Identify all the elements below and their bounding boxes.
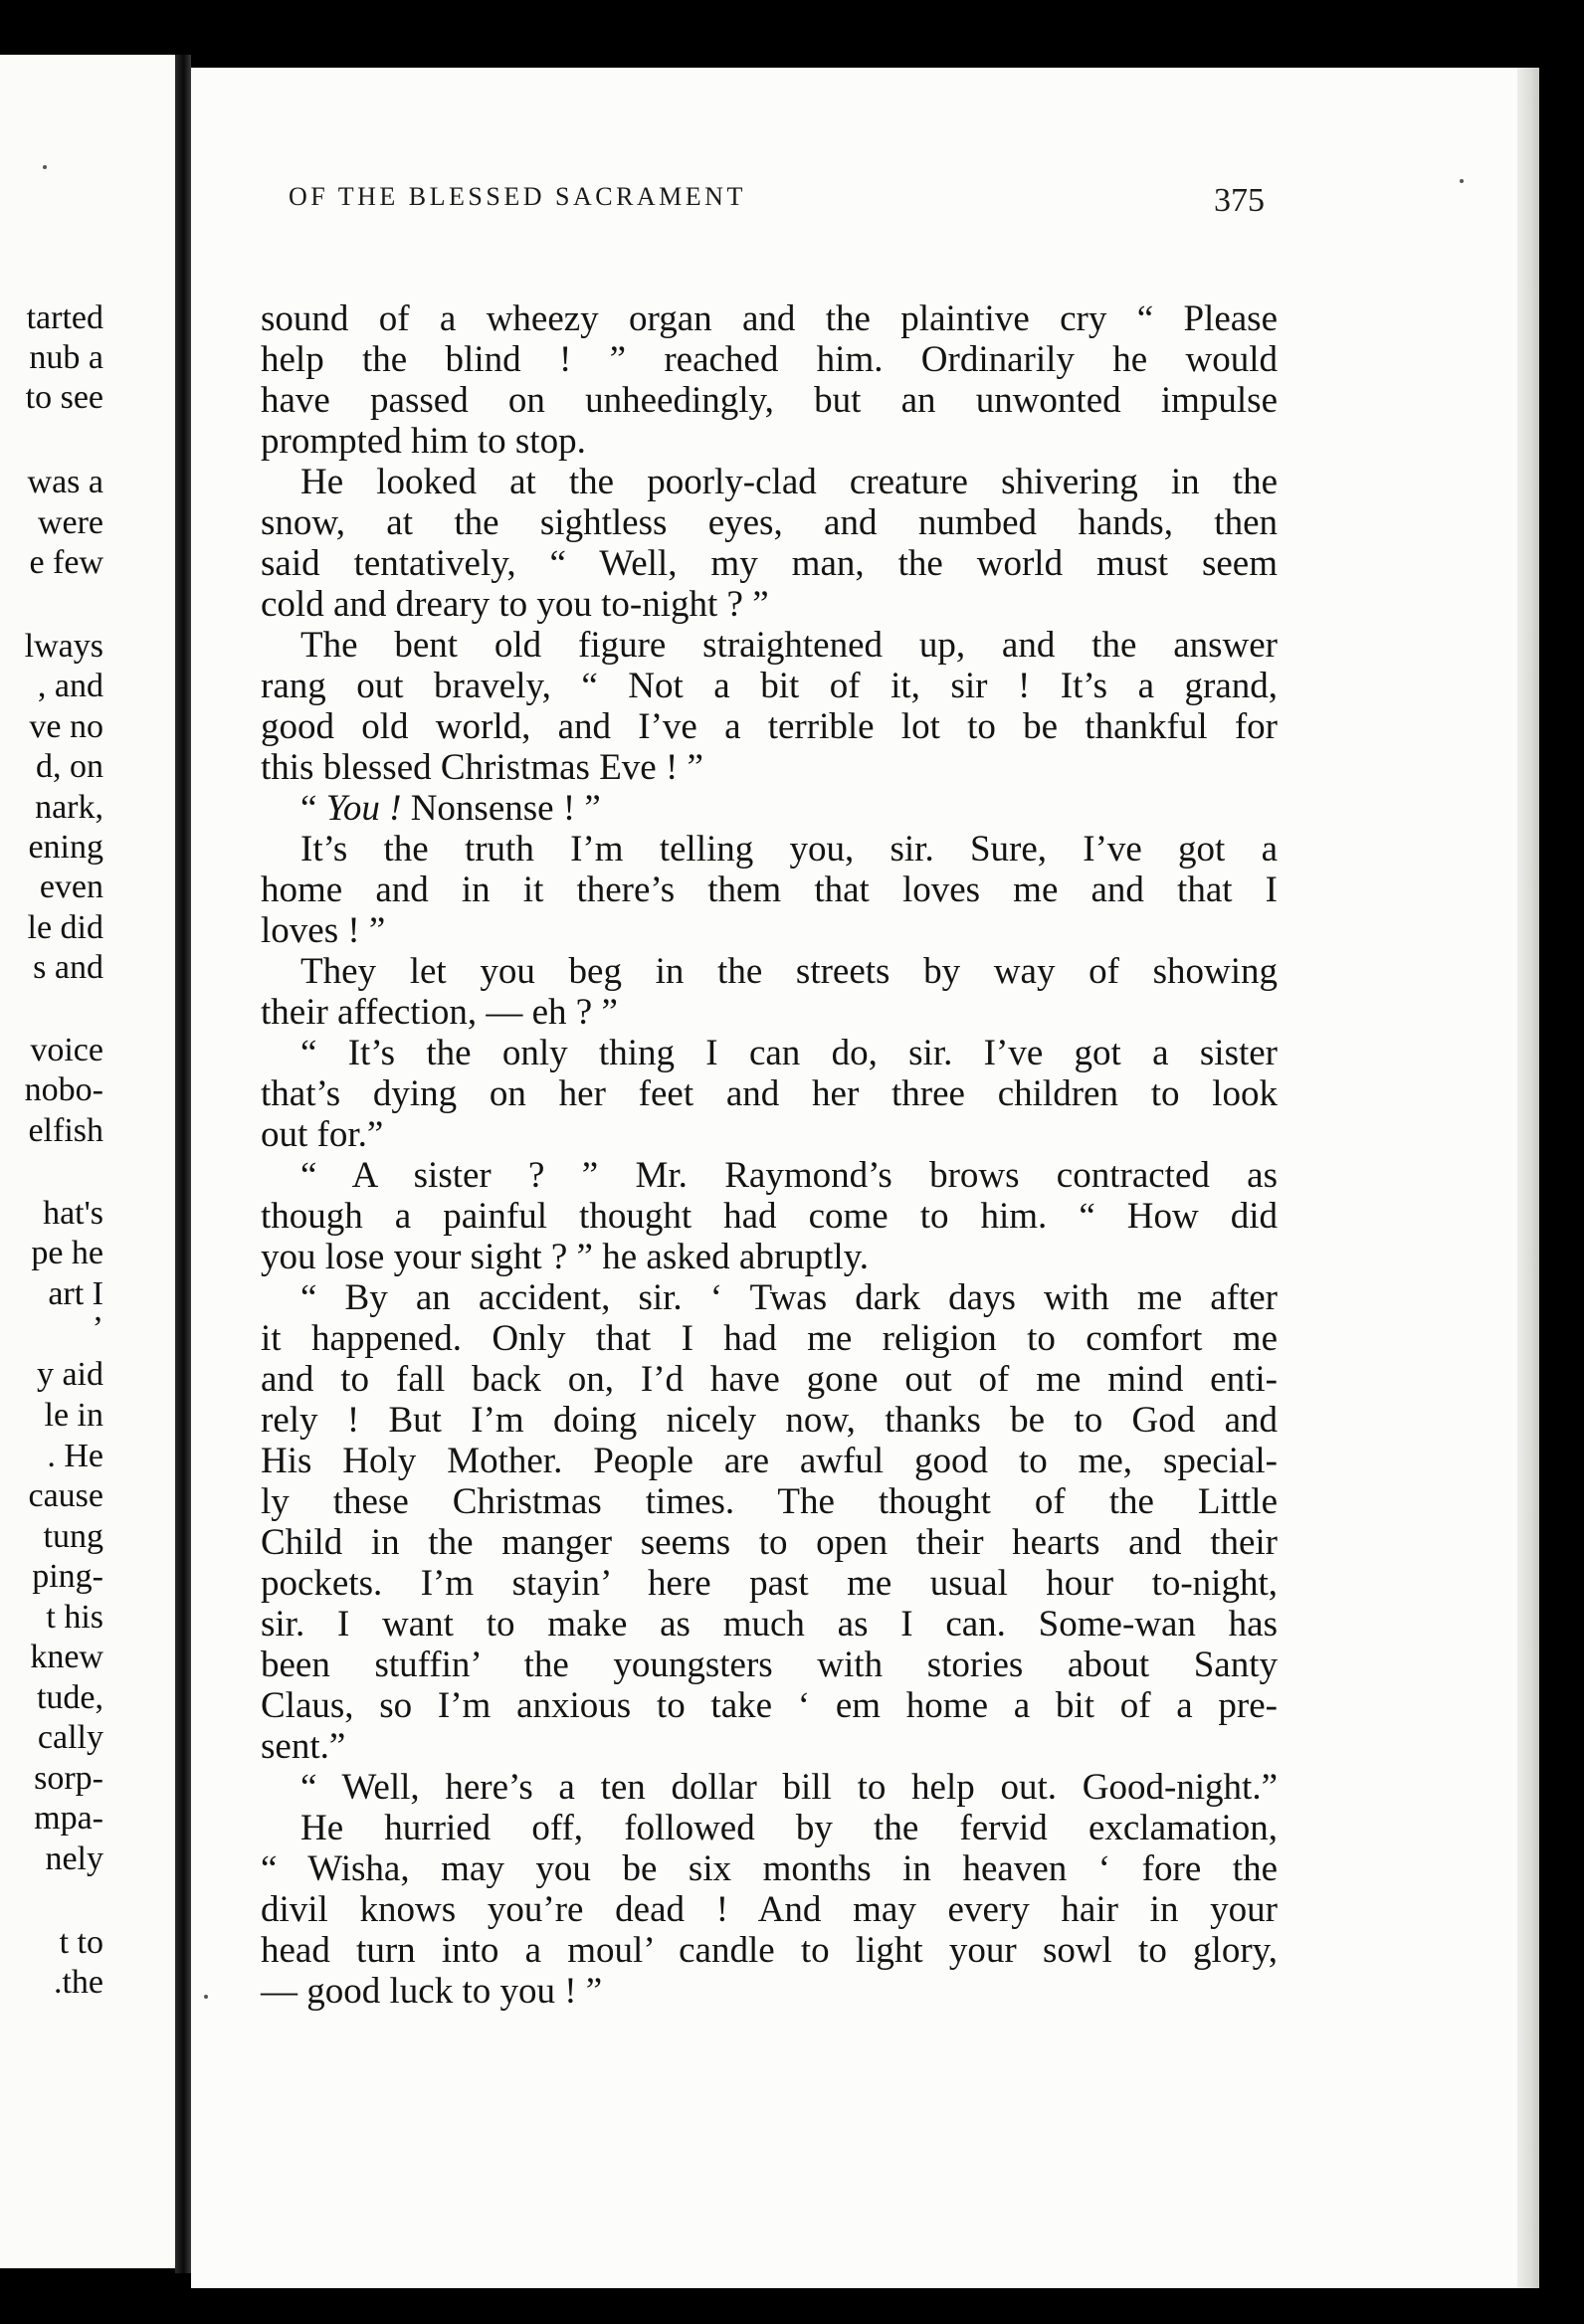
- text-line: have passed on unheedingly, but an unwonted impulse: [261, 380, 1278, 421]
- left-page-line: was a: [27, 464, 103, 500]
- left-page-line: to see: [25, 379, 103, 416]
- text-line: sir. I want to make as much as I can. Some-wan has: [261, 1604, 1278, 1645]
- left-page-line: d, on: [36, 748, 103, 785]
- text-line: prompted him to stop.: [261, 421, 586, 462]
- text-line: out for.”: [261, 1114, 384, 1155]
- text-line: rang out bravely, “ Not a bit of it, sir ! It’s a grand,: [261, 666, 1278, 706]
- left-page-line: le did: [27, 909, 103, 946]
- left-page-line: even: [39, 869, 103, 905]
- text-line: sound of a wheezy organ and the plaintive cry “ Please: [261, 298, 1278, 339]
- left-facing-page: [0, 55, 179, 2268]
- running-head: OF THE BLESSED SACRAMENT: [289, 182, 746, 211]
- text-line: cold and dreary to you to-night ? ”: [261, 584, 769, 625]
- speck: [1460, 179, 1464, 183]
- page-number: 375: [1214, 182, 1265, 219]
- left-page-line: knew: [30, 1639, 103, 1675]
- left-page-line: lways: [24, 628, 103, 665]
- left-page-line: ve no: [29, 708, 103, 745]
- text-line: their affection, — eh ? ”: [261, 992, 618, 1033]
- left-page-line: le in: [44, 1397, 103, 1434]
- text-line: head turn into a moul’ candle to light your sowl to glory,: [261, 1930, 1278, 1971]
- text-line: “ A sister ? ” Mr. Raymond’s brows contracted as: [300, 1155, 1278, 1196]
- left-page-line: were: [37, 504, 103, 541]
- left-page-line: .the: [53, 1964, 103, 2001]
- left-page-line: tarted: [26, 299, 103, 336]
- left-page-line: ’: [92, 1310, 103, 1347]
- text-line: It’s the truth I’m telling you, sir. Sure, I’ve got a: [300, 829, 1278, 870]
- left-page-line: voice: [30, 1032, 103, 1068]
- text-segment: “: [300, 788, 326, 829]
- left-page-line: pe he: [31, 1235, 103, 1271]
- text-line: been stuffin’ the youngsters with stories about Santy: [261, 1645, 1278, 1685]
- text-line: good old world, and I’ve a terrible lot to be thankful for: [261, 706, 1278, 747]
- left-page-line: tude,: [36, 1679, 103, 1716]
- text-line: He hurried off, followed by the fervid exclamation,: [300, 1808, 1278, 1848]
- text-line: “ Wisha, may you be six months in heaven ‘ fore the: [261, 1848, 1278, 1889]
- text-line: “ By an accident, sir. ‘ Twas dark days with me after: [300, 1277, 1278, 1318]
- text-line: “ It’s the only thing I can do, sir. I’ve got a sister: [300, 1033, 1278, 1073]
- left-page-line: , and: [37, 668, 103, 704]
- text-segment: Nonsense ! ”: [401, 788, 601, 829]
- speck: [43, 165, 47, 169]
- left-page-line: t his: [46, 1599, 103, 1636]
- left-page-line: s and: [33, 949, 103, 986]
- text-line: “ Well, here’s a ten dollar bill to help out. Good-night.”: [300, 1767, 1278, 1808]
- speck: [204, 1995, 208, 1999]
- left-page-line: y aid: [36, 1356, 103, 1393]
- text-line: Child in the manger seems to open their hearts and their: [261, 1522, 1278, 1563]
- text-line: said tentatively, “ Well, my man, the world must seem: [261, 543, 1278, 584]
- left-page-line: nobo-: [24, 1071, 103, 1108]
- text-line: divil knows you’re dead ! And may every hair in your: [261, 1889, 1278, 1930]
- left-page-line: sorp-: [34, 1760, 103, 1797]
- left-page-line: nely: [45, 1840, 103, 1877]
- book-gutter: [175, 55, 191, 2273]
- text-line: it happened. Only that I had me religion to comfort me: [261, 1318, 1278, 1359]
- text-line: though a painful thought had come to him. “ How did: [261, 1196, 1278, 1237]
- text-line: this blessed Christmas Eve ! ”: [261, 747, 703, 788]
- left-page-line: ping-: [32, 1558, 103, 1595]
- text-line: sent.”: [261, 1726, 346, 1767]
- text-line: help the blind ! ” reached him. Ordinarily he would: [261, 339, 1278, 380]
- body-text: [261, 298, 1278, 2012]
- text-line: home and in it there’s them that loves me and that I: [261, 870, 1278, 910]
- left-page-line: tung: [43, 1518, 103, 1555]
- text-line: and to fall back on, I’d have gone out of me mind enti-: [261, 1359, 1278, 1400]
- left-page-line: cause: [28, 1477, 103, 1514]
- text-line: He looked at the poorly-clad creature shivering in the: [300, 462, 1278, 502]
- left-page-line: mpa-: [34, 1800, 103, 1837]
- left-page-line: hat's: [43, 1195, 103, 1232]
- text-line: The bent old figure straightened up, and the answer: [300, 625, 1278, 666]
- left-page-line: art I: [48, 1275, 103, 1312]
- text-line: you lose your sight ? ” he asked abruptly.: [261, 1237, 870, 1277]
- text-line: rely ! But I’m doing nicely now, thanks be to God and: [261, 1400, 1278, 1441]
- left-page-line: ening: [28, 829, 103, 866]
- text-line: His Holy Mother. People are awful good to me, special-: [261, 1441, 1278, 1481]
- left-page-line: . He: [47, 1438, 103, 1474]
- italic-text: You !: [325, 788, 402, 829]
- left-page-line: e few: [29, 544, 103, 581]
- left-page-line: nark,: [35, 789, 103, 826]
- text-line: ly these Christmas times. The thought of the Little: [261, 1481, 1278, 1522]
- text-line: that’s dying on her feet and her three children to look: [261, 1073, 1278, 1114]
- text-line: snow, at the sightless eyes, and numbed hands, then: [261, 502, 1278, 543]
- text-line: loves ! ”: [261, 910, 386, 951]
- text-line: — good luck to you ! ”: [261, 1971, 603, 2012]
- left-page-line: elfish: [28, 1112, 103, 1149]
- left-page-line: t to: [59, 1924, 103, 1961]
- text-line: They let you beg in the streets by way of showing: [300, 951, 1278, 992]
- page-edge: [1517, 68, 1539, 2288]
- left-page-line: nub a: [29, 339, 103, 376]
- text-line: Claus, so I’m anxious to take ‘ em home a bit of a pre-: [261, 1685, 1278, 1726]
- text-line: pockets. I’m stayin’ here past me usual hour to-night,: [261, 1563, 1278, 1604]
- left-page-line: cally: [37, 1719, 103, 1756]
- text-line: [261, 788, 1278, 829]
